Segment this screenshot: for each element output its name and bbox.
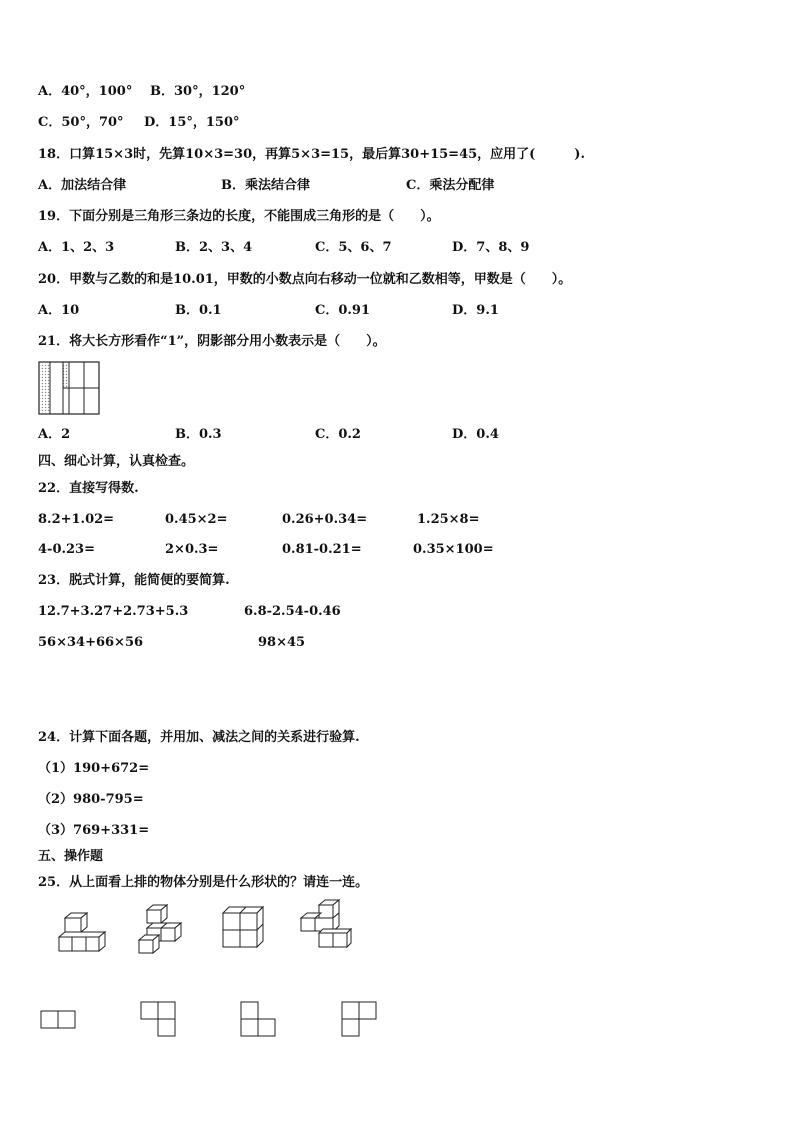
q25-top-view-a <box>38 1008 78 1032</box>
q20-option-b: B．0.1 <box>175 303 222 318</box>
q25-solid-3 <box>218 904 270 952</box>
q23-problem: 56×34+66×56 <box>38 635 144 650</box>
q17-option-c: C．50°，70° <box>38 115 124 130</box>
q22-item: 2×0.3= <box>165 542 219 557</box>
q22-item: 0.81-0.21= <box>282 542 362 557</box>
q22-item: 8.2+1.02= <box>38 512 115 527</box>
q18-option-b: B．乘法结合律 <box>221 178 310 193</box>
section-4-heading: 四、细心计算，认真检查。 <box>38 454 195 469</box>
q17-option-b: B．30°，120° <box>150 84 246 99</box>
q24-problem: （3）769+331= <box>38 823 150 838</box>
q24-problem: （1）190+672= <box>38 761 150 776</box>
q20-option-c: C．0.91 <box>315 303 371 318</box>
q19-stem: 19．下面分别是三角形三条边的长度，不能围成三角形的是（ ）。 <box>38 209 440 224</box>
q21-option-c: C．0.2 <box>315 427 361 442</box>
q22-stem: 22．直接写得数. <box>38 481 139 496</box>
q22-item: 4-0.23= <box>38 542 95 557</box>
q20-option-d: D．9.1 <box>452 303 499 318</box>
q25-stem: 25．从上面看上排的物体分别是什么形状的？请连一连。 <box>38 875 369 890</box>
shaded-region-top <box>63 363 69 388</box>
q25-solid-2 <box>134 902 190 956</box>
shaded-region-left <box>40 363 50 413</box>
q25-top-view-d <box>339 999 381 1039</box>
q21-rectangle-figure <box>38 361 102 417</box>
q17-option-a: A．40°，100° <box>38 84 133 99</box>
q21-option-d: D．0.4 <box>452 427 499 442</box>
q22-item: 1.25×8= <box>417 512 480 527</box>
q17-option-d: D．15°，150° <box>144 115 240 130</box>
q25-top-view-b <box>138 999 180 1039</box>
q22-item: 0.45×2= <box>165 512 228 527</box>
q21-stem: 21．将大长方形看作“1”，阴影部分用小数表示是（ ）。 <box>38 334 386 349</box>
q25-solid-4 <box>296 898 356 954</box>
q19-option-d: D．7、8、9 <box>452 240 530 255</box>
q20-stem: 20．甲数与乙数的和是10.01，甲数的小数点向右移动一位就和乙数相等，甲数是（ ）。 <box>38 272 572 287</box>
q24-problem: （2）980-795= <box>38 792 144 807</box>
q19-option-b: B．2、3、4 <box>175 240 253 255</box>
q21-option-b: B．0.3 <box>175 427 222 442</box>
q20-option-a: A．10 <box>38 303 80 318</box>
q23-problem: 98×45 <box>258 635 306 650</box>
q24-stem: 24．计算下面各题，并用加、减法之间的关系进行验算. <box>38 730 360 745</box>
q25-top-view-c <box>238 999 280 1039</box>
q23-problem: 6.8-2.54-0.46 <box>244 604 341 619</box>
section-5-heading: 五、操作题 <box>38 849 104 864</box>
q25-solid-1 <box>54 912 106 954</box>
q23-problem: 12.7+3.27+2.73+5.3 <box>38 604 189 619</box>
q18-stem: 18．口算15×3时，先算10×3=30，再算5×3=15，最后算30+15=45，应用了( ). <box>38 147 585 162</box>
q22-item: 0.35×100= <box>413 542 494 557</box>
q18-option-a: A．加法结合律 <box>38 178 127 193</box>
q18-option-c: C．乘法分配律 <box>406 178 495 193</box>
q22-item: 0.26+0.34= <box>282 512 368 527</box>
q19-option-c: C．5、6、7 <box>315 240 392 255</box>
q19-option-a: A．1、2、3 <box>38 240 115 255</box>
q21-option-a: A．2 <box>38 427 71 442</box>
q23-stem: 23．脱式计算，能简便的要简算. <box>38 573 230 588</box>
